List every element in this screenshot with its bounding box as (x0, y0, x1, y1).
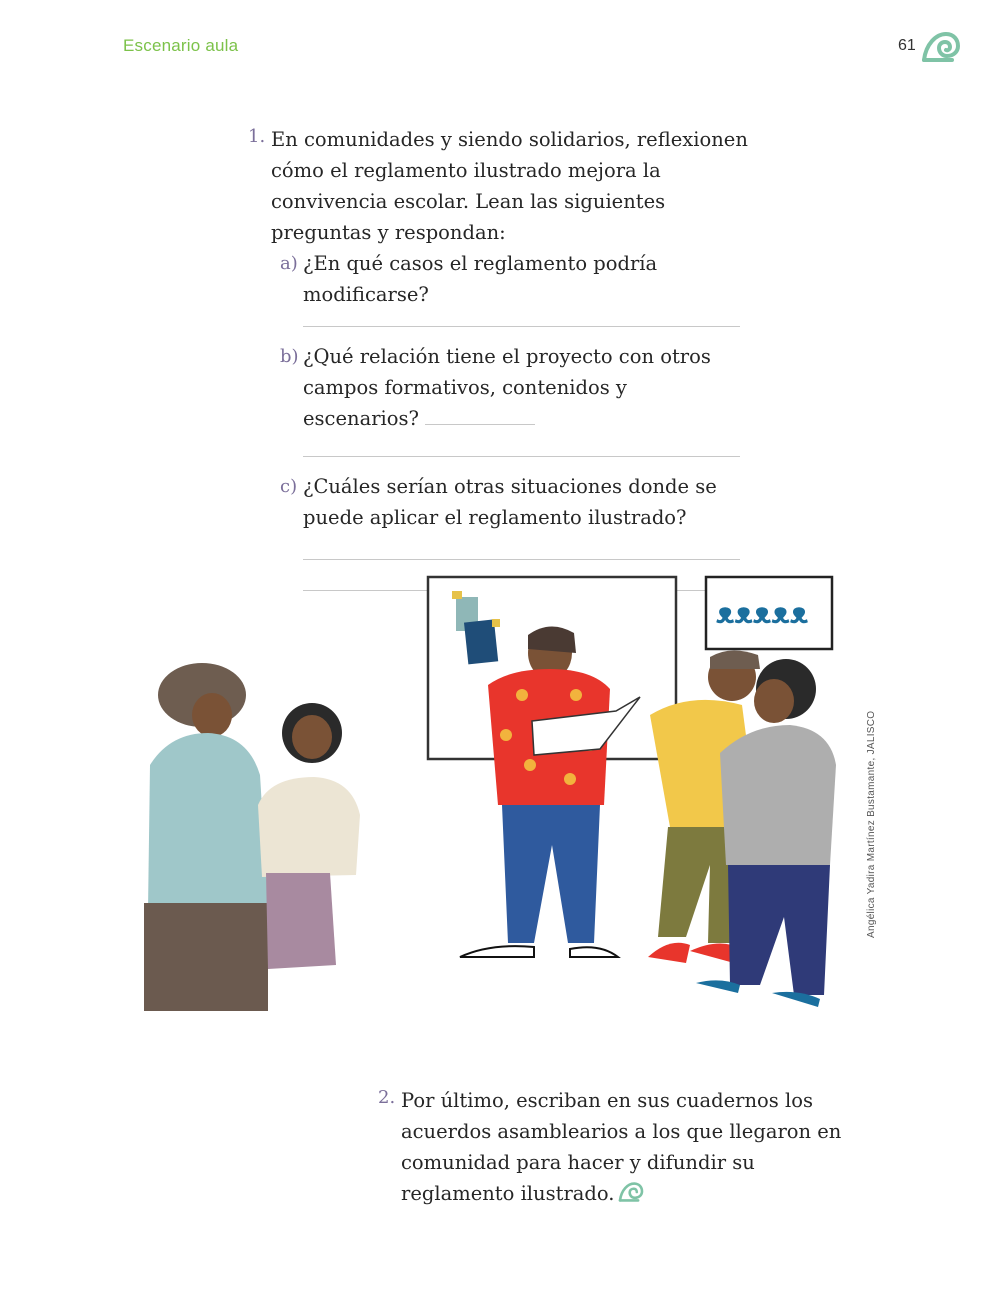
page-number: 61 (898, 37, 916, 54)
classroom-illustration (130, 565, 850, 1025)
item-letter: b) (280, 346, 299, 367)
answer-line[interactable] (303, 559, 740, 560)
section-title: Escenario aula (123, 36, 239, 55)
question-intro: En comunidades y siendo solidarios, reflexionen cómo el reglamento ilustrado mejora la convivencia escolar. Lean las siguientes preguntas y respondan: (271, 128, 748, 244)
item-text: ¿En qué casos el reglamento podría modificarse? (303, 252, 658, 306)
question-number: 2. (378, 1087, 396, 1108)
question-item-c (280, 471, 748, 533)
svg-text:ᴥᴥᴥᴥᴥ: ᴥᴥᴥᴥᴥ (716, 596, 809, 631)
spiral-logo-icon (922, 30, 960, 64)
question-item-b (280, 341, 748, 434)
illustration-credit: Angélica Yadira Martínez Bustamante, JALISCO (866, 710, 877, 938)
answer-line[interactable] (425, 424, 535, 425)
answer-line[interactable] (303, 326, 740, 327)
question-number: 1. (248, 126, 266, 147)
item-text: ¿Qué relación tiene el proyecto con otros campos formativos, contenidos y escenarios? (303, 345, 711, 430)
question-2 (378, 1085, 858, 1209)
spiral-end-icon (618, 1181, 644, 1203)
question-1 (248, 124, 748, 591)
answer-line[interactable] (303, 456, 740, 457)
question-text: Por último, escriban en sus cuadernos los acuerdos asamblearios a los que llegaron en comunidad para hacer y difundir su reglamento ilustrado. (401, 1089, 842, 1205)
item-letter: a) (280, 253, 298, 274)
question-item-a (280, 248, 748, 310)
item-text: ¿Cuáles serían otras situaciones donde se puede aplicar el reglamento ilustrado? (303, 475, 717, 529)
item-letter: c) (280, 476, 298, 497)
